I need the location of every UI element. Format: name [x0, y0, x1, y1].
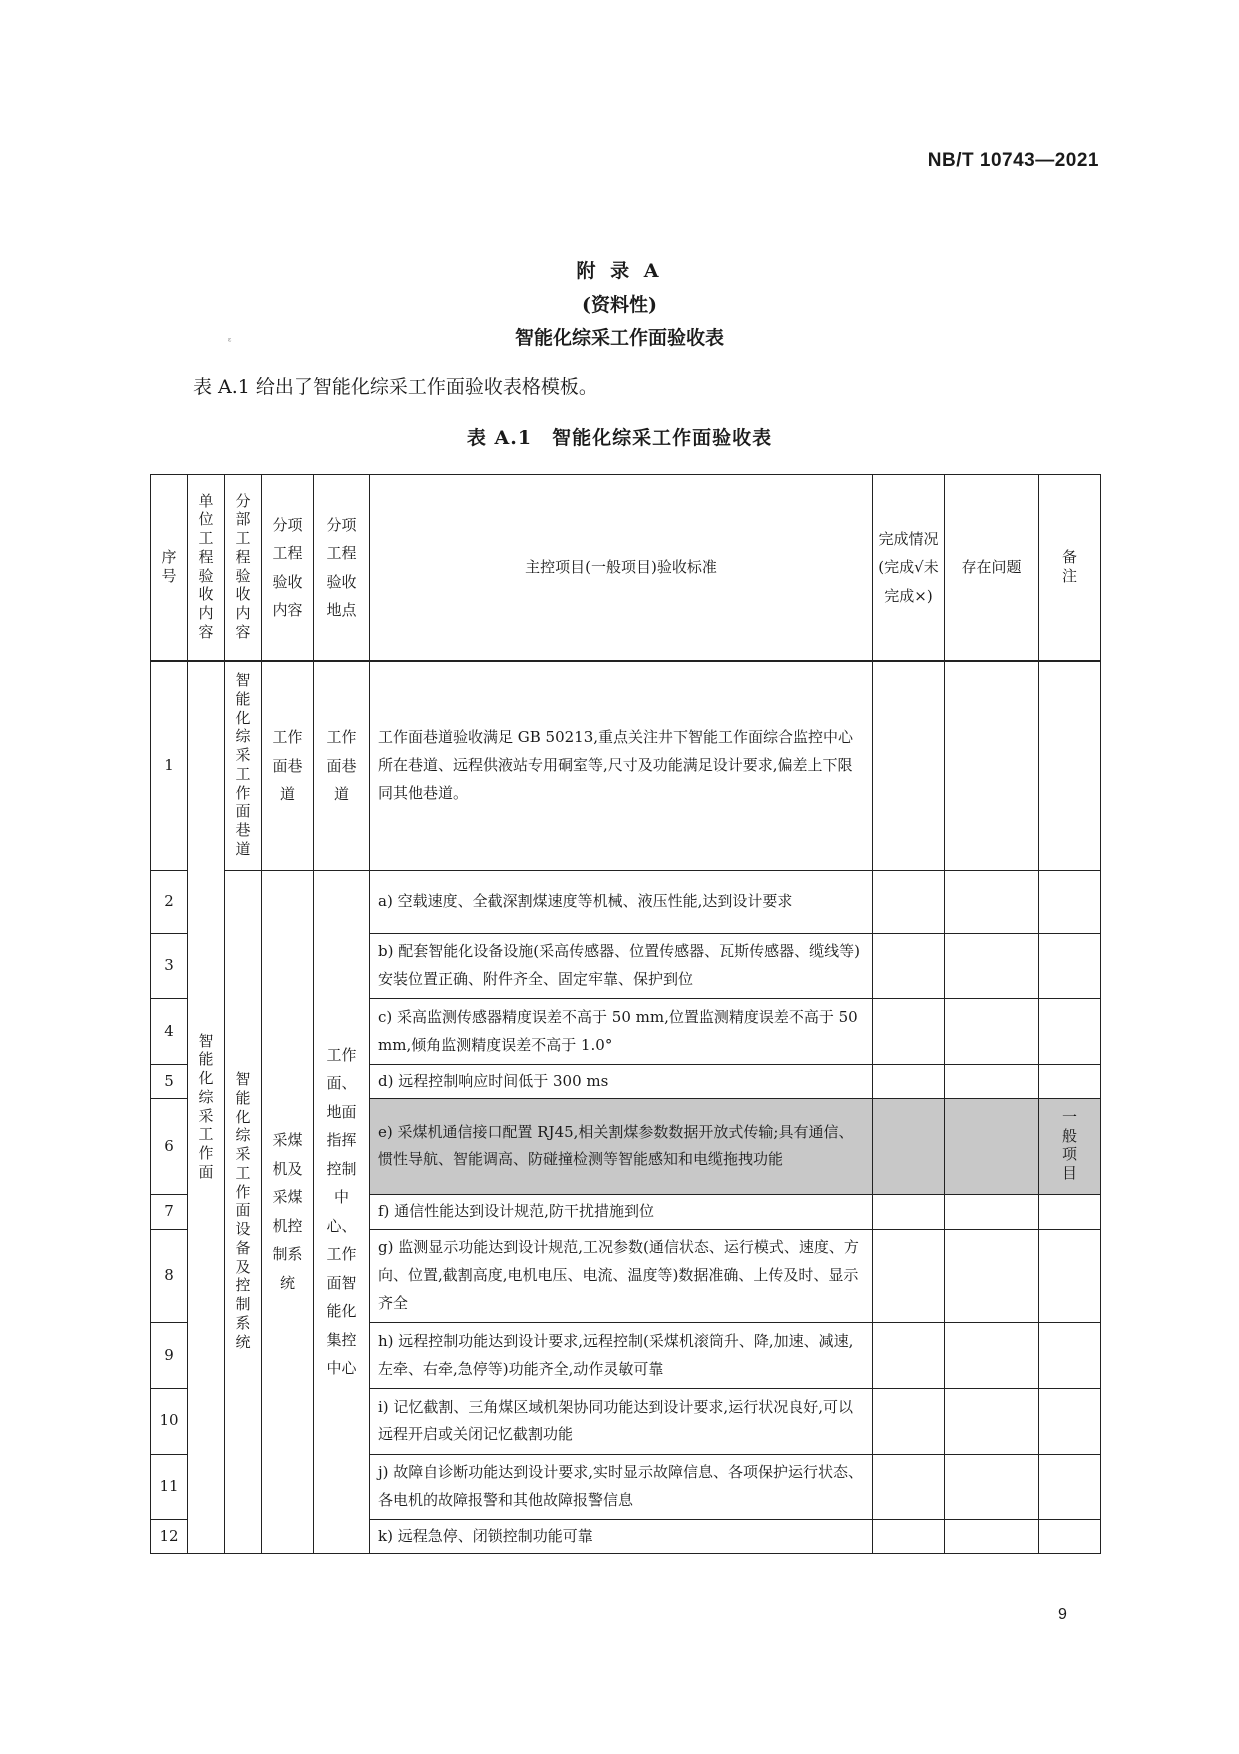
table-header-row	[151, 475, 1101, 662]
standard-cell: c) 采高监测传感器精度误差不高于 50 mm,位置监测精度误差不高于 50 mm,倾角监测精度误差不高于 1.0°	[370, 999, 873, 1065]
item-location-cell: 工作面、地面指挥控制中心、工作面智能化集控中心	[314, 870, 370, 1553]
row-number: 4	[151, 999, 188, 1065]
header-seq: 序号	[151, 475, 188, 662]
standard-cell: e) 采煤机通信接口配置 RJ45,相关割煤参数数据开放式传输;具有通信、惯性导航、智能调高、防碰撞检测等智能感知和电缆拖拽功能	[370, 1099, 873, 1195]
remarks-cell	[1039, 1229, 1101, 1323]
appendix-type: (资料性)	[582, 294, 657, 316]
issues-cell	[945, 1194, 1039, 1229]
division-cell: 智能化综采工作面设备及控制系统	[225, 870, 262, 1553]
row-number: 1	[151, 661, 188, 870]
remarks-cell	[1039, 999, 1101, 1065]
table-row	[151, 661, 1101, 870]
completion-cell	[873, 1454, 945, 1519]
issues-cell	[945, 999, 1039, 1065]
row-number: 6	[151, 1099, 188, 1195]
standard-cell: 工作面巷道验收满足 GB 50213,重点关注井下智能工作面综合监控中心所在巷道、远程供液站专用硐室等,尺寸及功能满足设计要求,偏差上下限同其他巷道。	[370, 661, 873, 870]
row-number: 7	[151, 1194, 188, 1229]
issues-cell	[945, 1099, 1039, 1195]
completion-cell	[873, 661, 945, 870]
standard-cell: h) 远程控制功能达到设计要求,远程控制(采煤机滚筒升、降,加速、减速,左牵、右牵,急停等)功能齐全,动作灵敏可靠	[370, 1323, 873, 1388]
row-number: 9	[151, 1323, 188, 1388]
issues-cell	[945, 933, 1039, 998]
division-cell: 智能化综采工作面巷道	[225, 661, 262, 870]
table-title: 表 A.1 智能化综采工作面验收表	[466, 427, 773, 449]
row-number: 3	[151, 933, 188, 998]
table-row	[151, 870, 1101, 933]
standard-cell: a) 空载速度、全截深割煤速度等机械、液压性能,达到设计要求	[370, 870, 873, 933]
row-number: 10	[151, 1388, 188, 1454]
row-number: 5	[151, 1065, 188, 1099]
remarks-cell	[1039, 1323, 1101, 1388]
remarks-cell	[1039, 1065, 1101, 1099]
standard-cell: k) 远程急停、闭锁控制功能可靠	[370, 1520, 873, 1554]
standard-cell: j) 故障自诊断功能达到设计要求,实时显示故障信息、各项保护运行状态、各电机的故障报警和其他故障报警信息	[370, 1454, 873, 1519]
completion-cell	[873, 1099, 945, 1195]
unit-cell: 智能化综采工作面	[188, 661, 225, 1554]
remarks-cell	[1039, 1194, 1101, 1229]
completion-cell	[873, 999, 945, 1065]
completion-cell	[873, 1520, 945, 1554]
header-completion: 完成情况(完成√未完成×)	[873, 475, 945, 662]
issues-cell	[945, 1323, 1039, 1388]
remarks-cell	[1039, 1388, 1101, 1454]
appendix-name: 智能化综采工作面验收表	[514, 327, 724, 349]
standard-cell: g) 监测显示功能达到设计规范,工况参数(通信状态、运行模式、速度、方向、位置,截割高度,电机电压、电流、温度等)数据准确、上传及时、显示齐全	[370, 1229, 873, 1323]
issues-cell	[945, 870, 1039, 933]
row-number: 8	[151, 1229, 188, 1323]
issues-cell	[945, 1520, 1039, 1554]
header-division: 分部工程验收内容	[225, 475, 262, 662]
standard-number: NB/T 10743—2021	[927, 150, 1099, 171]
header-standard: 主控项目(一般项目)验收标准	[370, 475, 873, 662]
item-location-cell: 工作面巷道	[314, 661, 370, 870]
header-remarks: 备注	[1039, 475, 1101, 662]
issues-cell	[945, 1065, 1039, 1099]
completion-cell	[873, 1323, 945, 1388]
header-item-content: 分项工程验收内容	[262, 475, 314, 662]
scan-mark: ᵋ	[228, 335, 232, 348]
issues-cell	[945, 661, 1039, 870]
issues-cell	[945, 1454, 1039, 1519]
completion-cell	[873, 1388, 945, 1454]
intro-paragraph: 表 A.1 给出了智能化综采工作面验收表格模板。	[193, 376, 598, 398]
row-number: 11	[151, 1454, 188, 1519]
standard-cell: b) 配套智能化设备设施(采高传感器、位置传感器、瓦斯传感器、缆线等)安装位置正确、附件齐全、固定牢靠、保护到位	[370, 933, 873, 998]
header-issues: 存在问题	[945, 475, 1039, 662]
remarks-cell	[1039, 933, 1101, 998]
remarks-cell: 一般项目	[1039, 1099, 1101, 1195]
header-item-location: 分项工程验收地点	[314, 475, 370, 662]
standard-cell: d) 远程控制响应时间低于 300 ms	[370, 1065, 873, 1099]
completion-cell	[873, 1194, 945, 1229]
remarks-cell	[1039, 1520, 1101, 1554]
remarks-cell	[1039, 870, 1101, 933]
row-number: 2	[151, 870, 188, 933]
completion-cell	[873, 1229, 945, 1323]
page-number: 9	[1058, 1606, 1067, 1623]
standard-cell: f) 通信性能达到设计规范,防干扰措施到位	[370, 1194, 873, 1229]
remarks-cell	[1039, 661, 1101, 870]
issues-cell	[945, 1388, 1039, 1454]
standard-cell: i) 记忆截割、三角煤区域机架协同功能达到设计要求,运行状况良好,可以远程开启或关闭记忆截割功能	[370, 1388, 873, 1454]
appendix-title: 附 录 A	[576, 260, 663, 282]
row-number: 12	[151, 1520, 188, 1554]
header-unit: 单位工程验收内容	[188, 475, 225, 662]
item-content-cell: 工作面巷道	[262, 661, 314, 870]
completion-cell	[873, 1065, 945, 1099]
completion-cell	[873, 933, 945, 998]
completion-cell	[873, 870, 945, 933]
acceptance-table	[150, 474, 1101, 1554]
item-content-cell: 采煤机及采煤机控制系统	[262, 870, 314, 1553]
remarks-cell	[1039, 1454, 1101, 1519]
issues-cell	[945, 1229, 1039, 1323]
